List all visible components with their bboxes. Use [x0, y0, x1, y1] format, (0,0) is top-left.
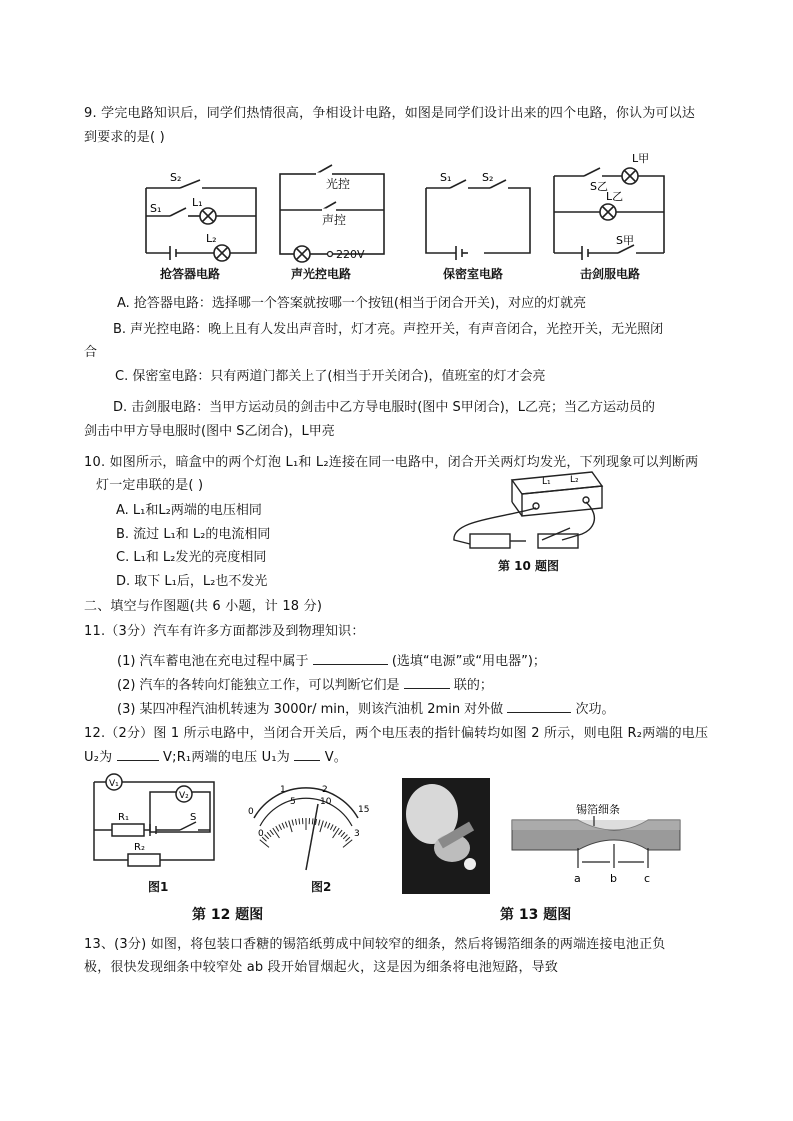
- q12-fig1-caption: 图1: [148, 880, 169, 894]
- dial-tick-mark: [333, 828, 340, 838]
- q10-figure-dark-box: [442, 468, 612, 558]
- q9-fig1-label-l2: L₂: [206, 232, 217, 245]
- q13-fig-label-c: c: [644, 872, 651, 885]
- q12-fig2-tick-3: 3: [354, 829, 360, 839]
- dial-tick-mark: [265, 835, 269, 839]
- q9-fig1-label-s2: S₂: [170, 171, 182, 184]
- q9-fig4-label-l-yi: L乙: [606, 190, 624, 203]
- q11-part3-blank[interactable]: [507, 700, 571, 713]
- q11-part1-blank[interactable]: [313, 652, 388, 665]
- q9-option-c: C. 保密室电路：只有两道门都关上了(相当于开关闭合)，值班室的灯才会亮: [115, 369, 546, 384]
- q11-part1-text-b: (选填“电源”或“用电器”)；: [391, 654, 546, 669]
- q9-fig2-label-sound: 声控: [322, 213, 347, 227]
- dial-tick-mark: [320, 821, 323, 832]
- q12-text-u2: U₂为: [84, 750, 113, 765]
- q12-fig1-label-r2: R₂: [134, 842, 145, 853]
- q9-fig2-caption: 声光控电路: [291, 267, 352, 281]
- dial-tick-mark: [319, 820, 320, 826]
- dial-tick-mark: [299, 818, 300, 824]
- q11-part2-blank[interactable]: [404, 676, 450, 689]
- q9-figure-sound-light-circuit: [272, 160, 392, 270]
- q12-figure-2-voltmeter-dial: [236, 770, 376, 880]
- q9-fig3-label-s1: S₁: [440, 171, 452, 184]
- q9-fig2-label-light: 光控: [326, 177, 351, 191]
- dial-tick-mark: [289, 821, 292, 832]
- q9-fig4-label-l-jia: L甲: [632, 152, 650, 165]
- q13-fig-label-foil: 锡箔细条: [576, 804, 620, 816]
- q12-figure-caption: 第 12 题图: [192, 907, 264, 923]
- q12-fig1-label-r1: R₁: [118, 812, 129, 823]
- q12-fig1-label-v2: V₂: [179, 791, 189, 801]
- q12-fig2-tick-0-outer: 0: [248, 807, 254, 817]
- q11-part3: [117, 698, 614, 717]
- q10-stem-line1: 10. 如图所示，暗盒中的两个灯泡 L₁和 L₂连接在同一电路中，闭合开关两灯均发光，下列现象可以判断两: [84, 455, 699, 470]
- dial-tick-mark: [276, 826, 279, 831]
- q13-line1: 13、(3分) 如图，将包装口香糖的锡箔纸剪成中间较窄的细条，然后将锡箔细条的两端连接电池正负: [84, 937, 666, 952]
- q12-line2: [84, 746, 347, 765]
- dial-tick-mark: [312, 818, 313, 824]
- q9-option-b-line2: 合: [84, 345, 98, 360]
- q12-text-u1: V;R₁两端的电压 U₁为: [163, 750, 290, 765]
- q12-figure-1-circuit: [88, 772, 222, 872]
- dial-tick-mark: [325, 822, 327, 828]
- q12-fig2-tick-1: 1: [280, 785, 286, 795]
- dial-tick-mark: [279, 824, 282, 829]
- q10-figure-caption: 第 10 题图: [498, 559, 560, 573]
- q9-option-b-line1: B. 声光控电路：晚上且有人发出声音时，灯才亮。声控开关，有声音闭合，光控开关，无光照闭: [113, 322, 664, 337]
- q9-fig1-label-l1: L₁: [192, 196, 203, 209]
- q13-fig-label-a: a: [574, 872, 581, 885]
- q9-fig4-label-s-jia: S甲: [616, 234, 634, 247]
- q12-blank-u2[interactable]: [117, 748, 159, 761]
- q12-text-unit: V。: [324, 750, 347, 765]
- q9-stem-line1: 9. 学完电路知识后，同学们热情很高，争相设计电路，如图是同学们设计出来的四个电路，你认为可以达: [84, 106, 696, 121]
- q9-fig4-caption: 击剑服电路: [580, 267, 641, 281]
- q10-stem-line2: 灯一定串联的是( ): [96, 478, 204, 493]
- section-2-heading: 二、填空与作图题(共 6 小题，计 18 分): [84, 599, 323, 614]
- q11-part1-text-a: (1) 汽车蓄电池在充电过程中属于: [117, 654, 309, 669]
- dial-tick-mark: [292, 820, 293, 826]
- dial-tick-mark: [328, 823, 330, 829]
- q9-fig3-label-s2: S₂: [482, 171, 494, 184]
- dial-tick-mark: [341, 832, 345, 837]
- q9-stem-line2: 到要求的是( ): [84, 130, 165, 145]
- dial-tick-mark: [295, 819, 296, 825]
- q11-part1: [117, 650, 546, 669]
- q12-fig2-caption: 图2: [311, 880, 332, 894]
- q13-figure-caption: 第 13 题图: [500, 907, 572, 923]
- q9-option-d-line1: D. 击剑服电路：当甲方运动员的剑击中乙方导电服时(图中 S甲闭合)，L乙亮；当乙方运动员的: [113, 400, 656, 415]
- q12-blank-u1[interactable]: [294, 748, 320, 761]
- q11-part2: [117, 674, 493, 693]
- q11-part2-text-b: 联的；: [453, 678, 493, 693]
- q13-photo-foil-burning: [402, 778, 490, 894]
- dial-tick-mark: [282, 823, 284, 829]
- q12-fig2-tick-5: 5: [290, 797, 296, 807]
- q9-fig1-label-s1: S₁: [150, 202, 162, 215]
- dial-tick-mark: [330, 824, 333, 829]
- q12-fig2-tick-2: 2: [322, 785, 328, 795]
- q11-part3-text-a: (3) 某四冲程汽油机转速为 3000r/ min，则该汽油机 2min 对外做: [117, 702, 504, 717]
- q10-option-a: A. L₁和L₂两端的电压相同: [116, 503, 262, 518]
- q13-figure-foil-strip: [508, 804, 686, 888]
- dial-tick-mark: [285, 822, 287, 828]
- dial-tick-mark: [273, 828, 280, 838]
- q13-line2: 极，很快发现细条中较窄处 ab 段开始冒烟起火，这是因为细条将电池短路，导致: [84, 960, 559, 975]
- q9-option-d-line2: 剑击中甲方导电服时(图中 S乙闭合)，L甲亮: [84, 424, 335, 439]
- dial-tick-mark: [333, 826, 336, 831]
- q9-figure-security-room-circuit: [420, 168, 540, 276]
- q12-fig1-label-s: S: [190, 812, 197, 823]
- q9-fig3-caption: 保密室电路: [443, 267, 504, 281]
- q12-fig2-tick-0-inner: 0: [258, 829, 264, 839]
- q9-fig4-label-s-yi: S乙: [590, 180, 608, 193]
- q10-option-d: D. 取下 L₁后，L₂也不发光: [116, 574, 268, 589]
- dial-tick-mark: [260, 840, 269, 848]
- q12-fig2-tick-15: 15: [358, 805, 370, 815]
- q12-fig2-tick-10: 10: [320, 797, 332, 807]
- q10-option-c: C. L₁和 L₂发光的亮度相同: [116, 550, 267, 565]
- q13-fig-label-b: b: [610, 872, 617, 885]
- q11-stem: 11.（3分）汽车有许多方面都涉及到物理知识：: [84, 624, 365, 639]
- q10-fig-label-l2: L₂: [570, 475, 579, 485]
- dial-tick-mark: [338, 830, 342, 835]
- q9-figure-fencing-suit-circuit: [548, 148, 672, 268]
- dial-tick-mark: [343, 840, 352, 848]
- q11-part2-text-a: (2) 汽车的各转向灯能独立工作，可以判断它们是: [117, 678, 400, 693]
- dial-tick-mark: [343, 835, 347, 839]
- q9-fig2-label-voltage: 220V: [336, 248, 365, 261]
- q9-option-a: A. 抢答器电路：选择哪一个答案就按哪一个按钮(相当于闭合开关)，对应的灯就亮: [117, 296, 587, 311]
- q9-fig1-caption: 抢答器电路: [160, 267, 221, 281]
- dial-tick-mark: [270, 830, 274, 835]
- dial-tick-mark: [346, 837, 350, 841]
- q12-fig1-label-v1: V₁: [109, 779, 119, 789]
- dial-tick-mark: [267, 832, 271, 837]
- q12-line1: 12.（2分）图 1 所示电路中，当闭合开关后，两个电压表的指针偏转均如图 2 所示，则电阻 R₂两端的电压: [84, 726, 709, 741]
- q11-part3-text-b: 次功。: [575, 702, 615, 717]
- q10-option-b: B. 流过 L₁和 L₂的电流相同: [116, 527, 271, 542]
- q10-fig-label-l1: L₁: [542, 477, 551, 487]
